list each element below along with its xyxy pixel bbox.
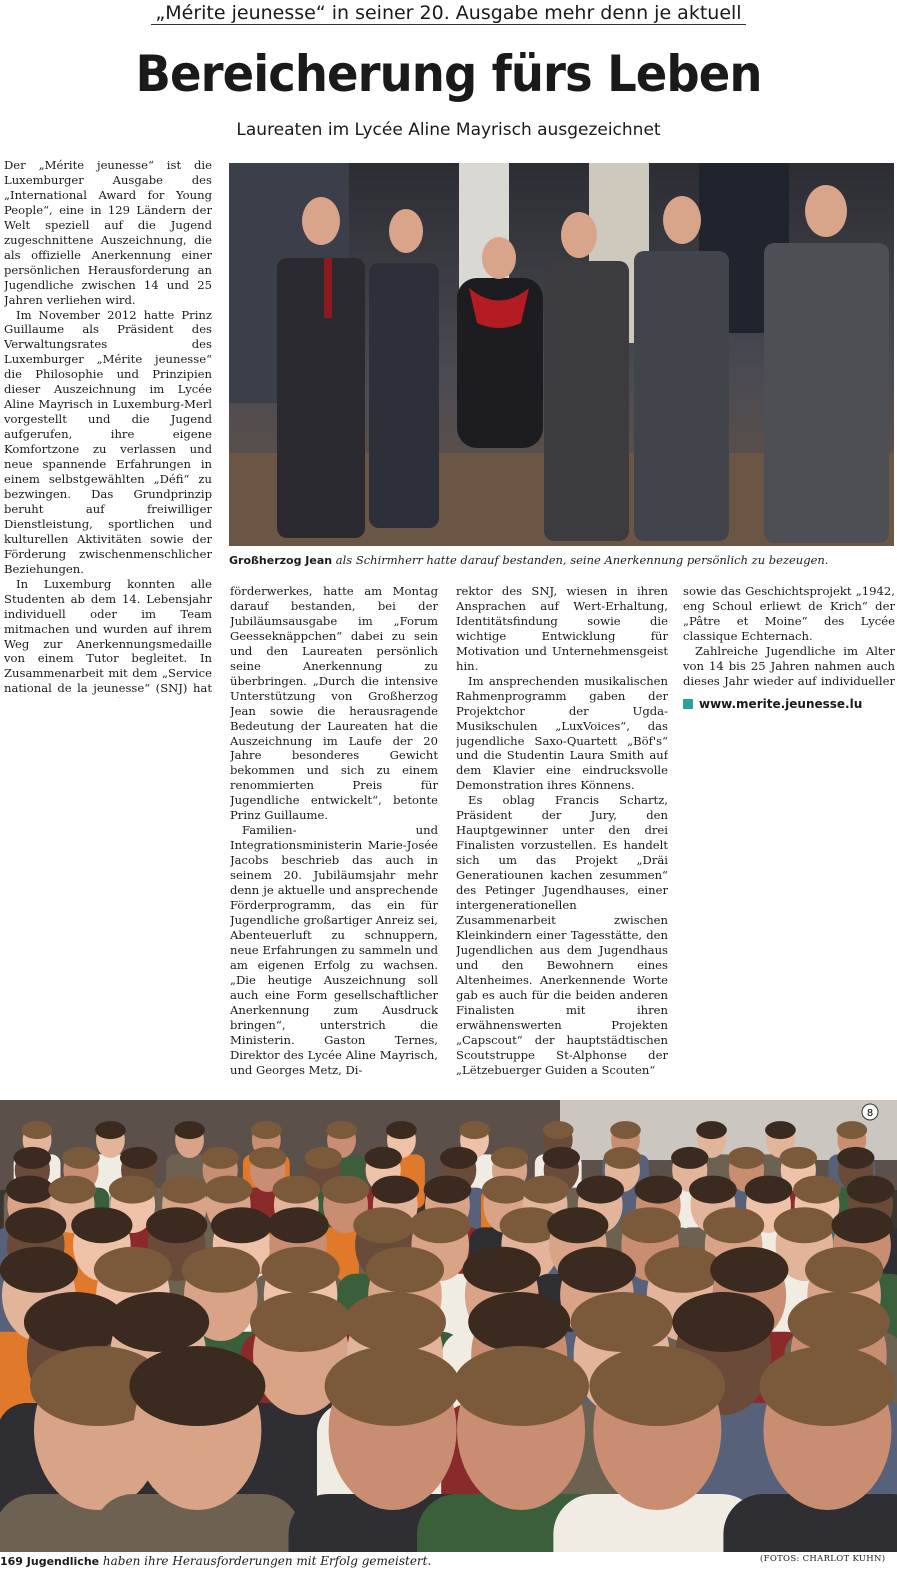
paragraph: rektor des SNJ, wiesen in ihren Ansprachen auf Wert-Erhaltung, Identitätsfindung sowie die wichtige Entwicklung für Motivation und Unternehmensgeist hin. bbox=[456, 584, 668, 673]
audience-member-hair bbox=[788, 1292, 890, 1352]
photo-dignitaries-caption bbox=[229, 553, 894, 568]
audience-member-hair bbox=[5, 1207, 66, 1243]
audience-member-hair bbox=[558, 1247, 636, 1293]
badge-number: 8 bbox=[866, 1108, 874, 1119]
audience-member-hair bbox=[759, 1346, 895, 1426]
audience-member-hair bbox=[201, 1147, 238, 1169]
audience-member-hair bbox=[831, 1207, 892, 1243]
audience-member-hair bbox=[94, 1247, 172, 1293]
audience-member-hair bbox=[386, 1121, 417, 1139]
kicker bbox=[0, 0, 897, 26]
audience-member-hair bbox=[604, 1147, 641, 1169]
audience-member-hair bbox=[322, 1176, 370, 1204]
audience-member-hair bbox=[634, 1176, 682, 1204]
audience-member-hair bbox=[261, 1247, 339, 1293]
article-column-4 bbox=[683, 584, 895, 689]
audience-member-hair bbox=[689, 1176, 737, 1204]
audience-member-hair bbox=[204, 1176, 252, 1204]
audience-member-hair bbox=[211, 1207, 272, 1243]
audience-member-hair bbox=[793, 1176, 841, 1204]
audience-member-hair bbox=[696, 1121, 727, 1139]
paragraph: sowie das Geschichtsprojekt „1942, eng Schoul erliewt de Krich“ der „Pâtre et Moine“ des Lycée classique Echternach. bbox=[683, 584, 895, 643]
photo-audience bbox=[0, 1100, 897, 1552]
article-column-3 bbox=[456, 584, 668, 1099]
article-column-2 bbox=[230, 584, 438, 1099]
audience-member-hair bbox=[273, 1176, 321, 1204]
paragraph: Im November 2012 hatte Prinz Guillaume als Präsident des Verwaltungsrates des Luxemburger „Mérite jeunesse“ die Philosophie und Prinzipien dieser Auszeichnung im Lycée Aline Mayrisch in Luxemburg-Merl vorgestellt und die Jugend aufgerufen, ihre eigene Komfortzone zu verlassen und neue spannende Erfahrungen in einem selbstgewählten „Défi“ zu bezwingen. Das Grundprinzip beruht auf freiwilliger Dienstleistung, sportlichen und kulturellen Aktivitäten sowie der Förderung zwischenmenschlicher Beziehungen. bbox=[4, 307, 212, 576]
photo-audience-caption bbox=[0, 1552, 620, 1571]
audience-member-hair bbox=[6, 1176, 54, 1204]
audience-member-hair bbox=[182, 1247, 260, 1293]
article-column-1 bbox=[4, 158, 212, 698]
paragraph: förderwerkes, hatte am Montag darauf bestanden, bei der Jubiläumsausgabe im „Forum Geesseknäppchen“ dabei zu sein und den Laureaten persönlich seine Anerkennung zu überbringen. „Durch die intensive Unterstützung von Großherzog Jean sowie die herausragende Bedeutung der Laureaten hat die Auszeichnung im Laufe der 20 Jahre besonderes Gewicht bekommen und sich zu einem renommierten Preis für Jugendliche entwickelt“, betonte Prinz Guillaume. bbox=[230, 584, 438, 823]
audience-member-hair bbox=[710, 1247, 788, 1293]
audience-member-hair bbox=[146, 1207, 207, 1243]
audience-member-hair bbox=[468, 1292, 570, 1352]
audience-member-hair bbox=[268, 1207, 329, 1243]
audience-member-hair bbox=[48, 1176, 96, 1204]
audience-member-hair bbox=[728, 1147, 765, 1169]
audience-member-hair bbox=[765, 1121, 796, 1139]
audience-member-hair bbox=[249, 1147, 286, 1169]
audience-member-hair bbox=[671, 1147, 708, 1169]
audience-member-hair bbox=[521, 1176, 569, 1204]
audience-member-hair bbox=[62, 1147, 99, 1169]
photo-audience-image bbox=[0, 1100, 897, 1552]
audience-member-hair bbox=[543, 1121, 574, 1139]
audience-member-hair bbox=[576, 1176, 624, 1204]
audience-member-hair bbox=[703, 1207, 764, 1243]
audience-member-hair bbox=[305, 1147, 342, 1169]
caption-name: Großherzog Jean bbox=[229, 554, 333, 567]
audience-member-hair bbox=[344, 1292, 446, 1352]
audience-member-hair bbox=[837, 1147, 874, 1169]
audience-member-hair bbox=[805, 1247, 883, 1293]
photo-dignitaries-image bbox=[229, 163, 894, 546]
headline: Bereicherung fürs Leben bbox=[135, 45, 762, 103]
paragraph: Es oblag Francis Schartz, Präsident der Jury, den Hauptgewinner unter den drei Finalisten vorzustellen. Es handelt sich um das Projekt „Dräi Generatiounen kachen zesummen“ des Petinger Jugendhauses, einer intergenerationellen Zusammenarbeit zwischen Kleinkindern einer Tagesstätte, den Jugendlichen aus dem Jugendhaus und den Bewohnern eines Altenheimes. Anerkennende Worte gab es auch für die beiden anderen Finalisten mit ihren erwähnenswerten Projekten „Capscout“ der hauptstädtischen Scoutstruppe St-Alphonse der „Lëtzebuerger Guiden a Scouten“ bbox=[456, 793, 668, 1077]
photo-credit: (FOTOS: CHARLOT KUHN) bbox=[760, 1554, 886, 1564]
audience-member-hair bbox=[14, 1147, 51, 1169]
audience-member-hair bbox=[543, 1147, 580, 1169]
audience-member-hair bbox=[589, 1346, 725, 1426]
audience-member-hair bbox=[371, 1176, 419, 1204]
paragraph: Familien- und Integrationsministerin Marie-Josée Jacobs beschrieb das auch in seinem 20. Jubiläumsjahr mehr denn je aktuelle und ansprechende Förderprogramm, das ein für Jugendliche großartiger Anreiz sei, Abenteuerluft zu schnuppern, neue Erfahrungen zu sammeln und am eigenen Erfolg zu wachsen. „Die heutige Auszeichnung soll auch eine Form gesellschaftlicher Anerkennung zum Ausdruck bringen“, unterstrich die Ministerin. Gaston Ternes, Direktor des Lycée Aline Mayrisch, und Georges Metz, Di- bbox=[230, 823, 438, 1077]
audience-member-hair bbox=[161, 1176, 209, 1204]
audience-member-hair bbox=[251, 1121, 282, 1139]
audience-member-hair bbox=[129, 1346, 265, 1426]
audience-member-hair bbox=[453, 1346, 589, 1426]
audience-member-hair bbox=[774, 1207, 835, 1243]
audience-member-hair bbox=[365, 1147, 402, 1169]
audience-member-hair bbox=[547, 1207, 608, 1243]
square-bullet-icon bbox=[683, 699, 693, 709]
audience-member-hair bbox=[847, 1176, 895, 1204]
audience-member-hair bbox=[0, 1247, 78, 1293]
caption-text: als Schirmherr hatte darauf bestanden, seine Anerkennung persönlich zu bezeugen. bbox=[332, 553, 829, 567]
audience-member-hair bbox=[107, 1292, 209, 1352]
audience-member-hair bbox=[410, 1207, 471, 1243]
audience-member-hair bbox=[95, 1121, 126, 1139]
audience-member-hair bbox=[424, 1176, 472, 1204]
paragraph: In Luxemburg konnten alle Studenten ab dem 14. Lebensjahr individuell oder im Team mitmachen und wurden auf ihrem Weg zur Anerkennungsmedaille von einem Tutor begleitet. In Zusammenarbeit mit dem „Service national de la jeunesse“ (SNJ) hat bbox=[4, 576, 212, 696]
audience-member-hair bbox=[463, 1247, 541, 1293]
paragraph: Der „Mérite jeunesse“ ist die Luxemburger Ausgabe des „International Award for Young People“, eine in 129 Ländern der Welt speziell auf die Jugend zugeschnittene Auszeichnung, die als offizielle Anerkennung einer persönlichen Herausforderung an Jugendliche zwischen 14 und 25 Jahren verliehen wird. bbox=[4, 158, 212, 307]
audience-member-hair bbox=[120, 1147, 157, 1169]
audience-member-hair bbox=[491, 1147, 528, 1169]
audience-member-hair bbox=[22, 1121, 53, 1139]
audience-member-hair bbox=[571, 1292, 673, 1352]
audience-member-hair bbox=[745, 1176, 793, 1204]
audience-member-hair bbox=[109, 1176, 157, 1204]
audience-member-hair bbox=[71, 1207, 132, 1243]
paragraph: Im ansprechenden musikalischen Rahmenprogramm gaben der Projektchor der Ugda-Musikschulen „LuxVoices“, das jugendliche Saxo-Quartett „Böf's“ und die Studentin Laura Smith auf dem Klavier eine eindrucksvolle Demonstration ihres Könnens. bbox=[456, 673, 668, 793]
audience-member-hair bbox=[620, 1207, 681, 1243]
caption-count: 169 Jugendliche bbox=[0, 1555, 100, 1568]
audience-member-hair bbox=[325, 1346, 461, 1426]
audience-member-hair bbox=[610, 1121, 641, 1139]
audience-member-hair bbox=[672, 1292, 774, 1352]
paragraph: Zahlreiche Jugendliche im Alter von 14 bis 25 Jahren nahmen auch dieses Jahr wieder auf individueller bbox=[683, 643, 895, 688]
audience-member-hair bbox=[459, 1121, 490, 1139]
audience-member-hair bbox=[780, 1147, 817, 1169]
website-link[interactable] bbox=[683, 697, 862, 711]
kicker-text: „Mérite jeunesse“ in seiner 20. Ausgabe mehr denn je aktuell bbox=[151, 2, 745, 25]
audience-member-hair bbox=[174, 1121, 205, 1139]
audience-member-hair bbox=[250, 1292, 352, 1352]
audience-member-hair bbox=[326, 1121, 357, 1139]
subhead: Laureaten im Lycée Aline Mayrisch ausgezeichnet bbox=[236, 120, 661, 140]
audience-member-hair bbox=[440, 1147, 477, 1169]
photo-dignitaries bbox=[229, 163, 894, 546]
audience-member-hair bbox=[353, 1207, 414, 1243]
website-link-text[interactable]: www.merite.jeunesse.lu bbox=[699, 697, 863, 711]
audience-member-hair bbox=[837, 1121, 868, 1139]
caption-text: haben ihre Herausforderungen mit Erfolg gemeistert. bbox=[99, 1554, 432, 1568]
audience-member-hair bbox=[366, 1247, 444, 1293]
